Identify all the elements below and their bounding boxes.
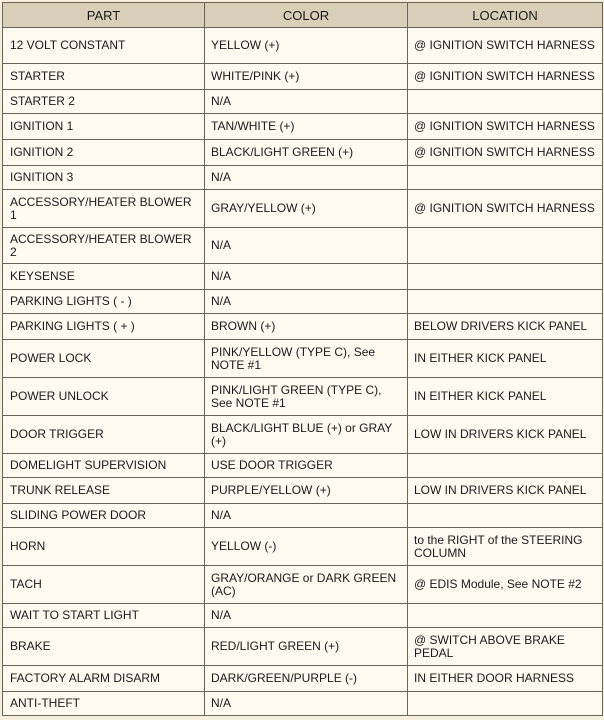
cell-color: WHITE/PINK (+) [205,64,408,90]
cell-location: to the RIGHT of the STEERING COLUMN [408,528,603,566]
table-row [3,340,603,378]
cell-part: ACCESSORY/HEATER BLOWER 1 [3,190,205,228]
cell-location [408,228,603,264]
cell-part: POWER UNLOCK [3,378,205,416]
cell-location: LOW IN DRIVERS KICK PANEL [408,416,603,454]
header-location: LOCATION [408,3,603,28]
cell-part: PARKING LIGHTS ( + ) [3,314,205,340]
cell-color: N/A [205,166,408,190]
cell-part: DOMELIGHT SUPERVISION [3,454,205,478]
cell-part: IGNITION 1 [3,114,205,140]
table-row [3,64,603,90]
cell-location [408,264,603,290]
cell-location: @ IGNITION SWITCH HARNESS [408,28,603,64]
cell-part: WAIT TO START LIGHT [3,604,205,628]
cell-color: BLACK/LIGHT BLUE (+) or GRAY (+) [205,416,408,454]
table-row [3,478,603,504]
cell-location [408,692,603,716]
cell-color: BLACK/LIGHT GREEN (+) [205,140,408,166]
cell-part: TACH [3,566,205,604]
table-row [3,228,603,264]
cell-color: PINK/YELLOW (TYPE C), See NOTE #1 [205,340,408,378]
cell-color: DARK/GREEN/PURPLE (-) [205,666,408,692]
cell-part: PARKING LIGHTS ( - ) [3,290,205,314]
cell-location: @ EDIS Module, See NOTE #2 [408,566,603,604]
cell-location: IN EITHER KICK PANEL [408,378,603,416]
cell-color: N/A [205,228,408,264]
table-row [3,504,603,528]
cell-part: BRAKE [3,628,205,666]
table-row [3,692,603,716]
cell-part: 12 VOLT CONSTANT [3,28,205,64]
cell-location [408,454,603,478]
cell-part: ANTI-THEFT [3,692,205,716]
cell-color: PINK/LIGHT GREEN (TYPE C), See NOTE #1 [205,378,408,416]
table-row [3,454,603,478]
cell-part: FACTORY ALARM DISARM [3,666,205,692]
cell-location: @ IGNITION SWITCH HARNESS [408,140,603,166]
table-row [3,166,603,190]
cell-part: POWER LOCK [3,340,205,378]
cell-color: N/A [205,604,408,628]
table-row [3,114,603,140]
cell-color: PURPLE/YELLOW (+) [205,478,408,504]
table-row [3,140,603,166]
cell-color: TAN/WHITE (+) [205,114,408,140]
table-row [3,528,603,566]
cell-part: STARTER 2 [3,90,205,114]
table-row [3,314,603,340]
cell-color: GRAY/YELLOW (+) [205,190,408,228]
cell-part: STARTER [3,64,205,90]
cell-location [408,166,603,190]
cell-color: YELLOW (+) [205,28,408,64]
cell-part: SLIDING POWER DOOR [3,504,205,528]
table-row [3,28,603,64]
cell-color: BROWN (+) [205,314,408,340]
table-row [3,290,603,314]
header-part: PART [3,3,205,28]
wiring-table [2,2,603,716]
cell-color: USE DOOR TRIGGER [205,454,408,478]
table-row [3,566,603,604]
cell-part: KEYSENSE [3,264,205,290]
cell-location: @ IGNITION SWITCH HARNESS [408,190,603,228]
cell-color: GRAY/ORANGE or DARK GREEN (AC) [205,566,408,604]
cell-part: IGNITION 2 [3,140,205,166]
table-row [3,416,603,454]
cell-location: @ SWITCH ABOVE BRAKE PEDAL [408,628,603,666]
cell-location: IN EITHER DOOR HARNESS [408,666,603,692]
table-row [3,90,603,114]
cell-part: TRUNK RELEASE [3,478,205,504]
cell-part: DOOR TRIGGER [3,416,205,454]
cell-color: N/A [205,264,408,290]
cell-part: ACCESSORY/HEATER BLOWER 2 [3,228,205,264]
cell-location: LOW IN DRIVERS KICK PANEL [408,478,603,504]
cell-color: RED/LIGHT GREEN (+) [205,628,408,666]
header-row [3,3,603,28]
table-row [3,666,603,692]
cell-color: N/A [205,290,408,314]
cell-location [408,290,603,314]
header-color: COLOR [205,3,408,28]
cell-color: YELLOW (-) [205,528,408,566]
cell-location: IN EITHER KICK PANEL [408,340,603,378]
cell-location [408,604,603,628]
table-row [3,604,603,628]
table-row [3,628,603,666]
cell-location: @ IGNITION SWITCH HARNESS [408,114,603,140]
cell-location [408,90,603,114]
cell-color: N/A [205,90,408,114]
cell-color: N/A [205,504,408,528]
cell-location: BELOW DRIVERS KICK PANEL [408,314,603,340]
table-row [3,378,603,416]
cell-part: HORN [3,528,205,566]
cell-location [408,504,603,528]
table-row [3,264,603,290]
cell-part: IGNITION 3 [3,166,205,190]
cell-location: @ IGNITION SWITCH HARNESS [408,64,603,90]
table-row [3,190,603,228]
cell-color: N/A [205,692,408,716]
